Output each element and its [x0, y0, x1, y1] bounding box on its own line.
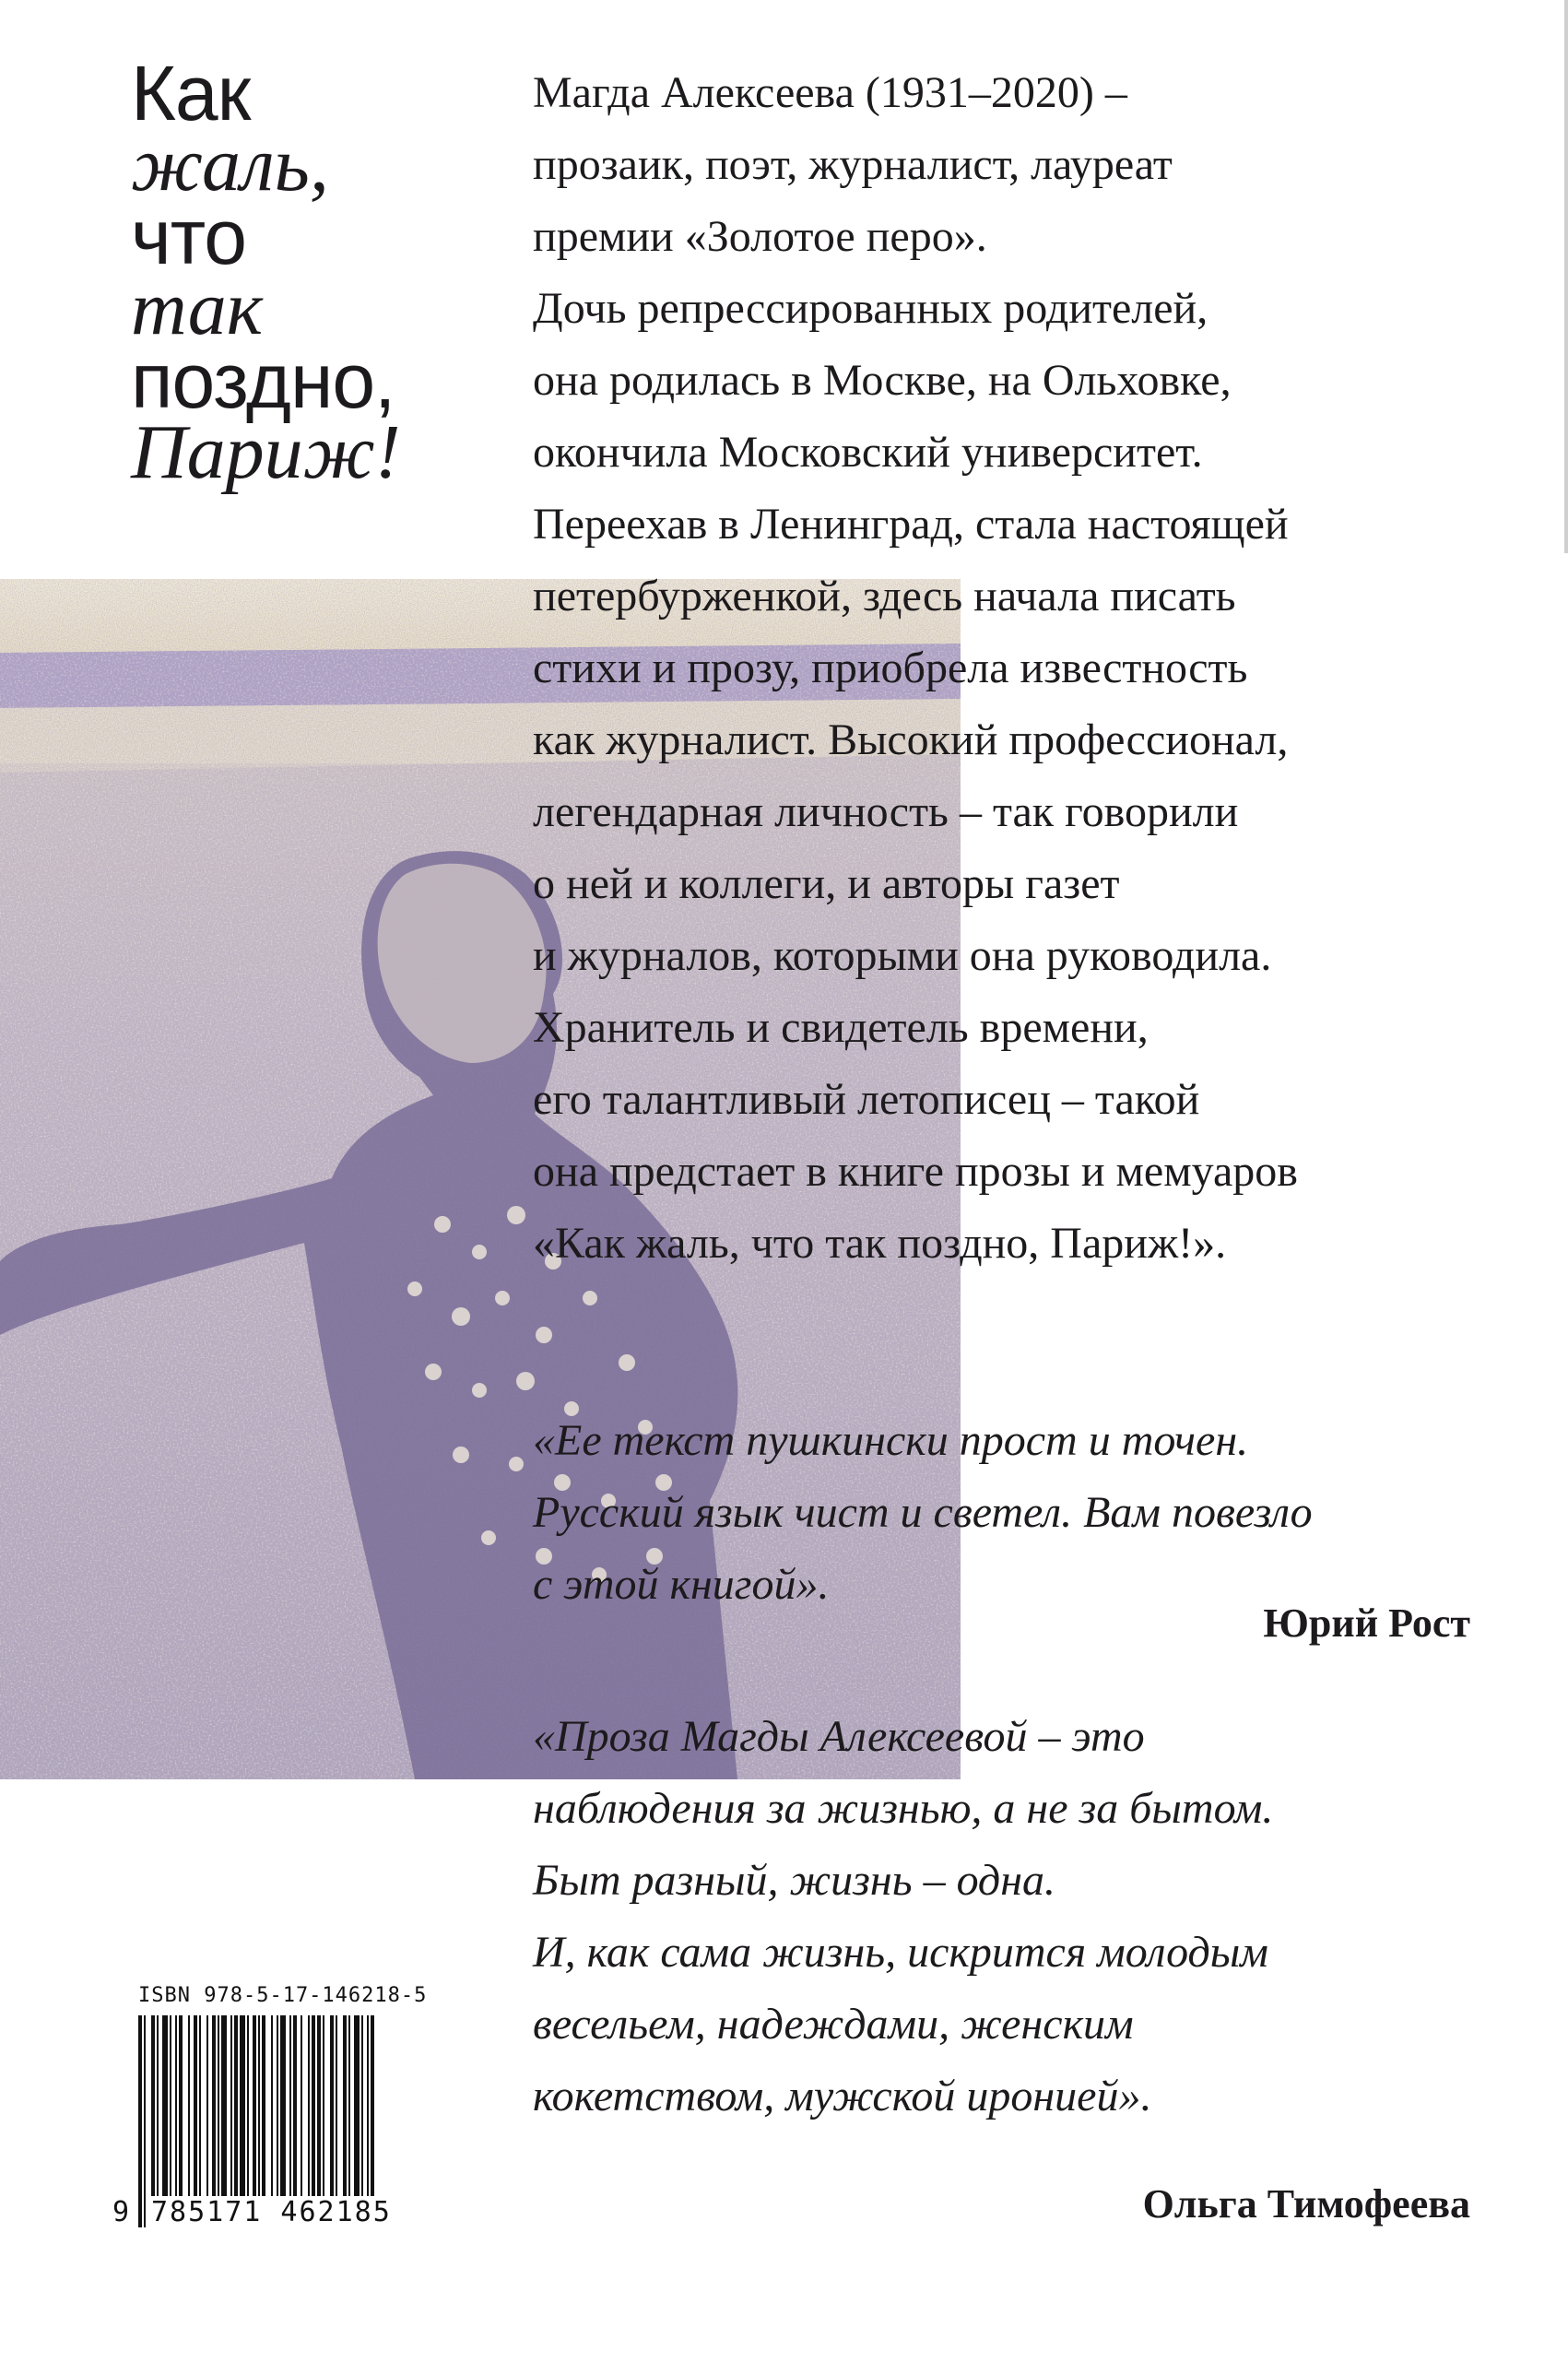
isbn-label: ISBN 978-5-17-146218-5 — [138, 1984, 428, 2007]
quote-line: наблюдения за жизнью, а не за бытом. — [533, 1784, 1274, 1833]
barcode-bar — [343, 2015, 347, 2200]
quote-line: Русский язык чист и светел. Вам повезло — [533, 1488, 1313, 1537]
barcode-bar — [188, 2015, 190, 2200]
barcode-bar — [354, 2015, 360, 2200]
bio-line: стихи и прозу, приобрела известность — [533, 644, 1248, 692]
title-line: так — [131, 266, 263, 351]
barcode-bar — [138, 2015, 142, 2227]
barcode-bar — [317, 2015, 321, 2200]
quote-line: И, как сама жизнь, искрится молодым — [533, 1928, 1268, 1977]
bio-line: о ней и коллеги, и авторы газет — [533, 859, 1120, 908]
bio-line: Магда Алексеева (1931–2020) – — [533, 68, 1127, 117]
bio-line: Хранитель и свидетель времени, — [533, 1003, 1149, 1052]
quote-line: Быт разный, жизнь – одна. — [533, 1856, 1056, 1905]
barcode-bar — [240, 2015, 245, 2200]
title-line: жаль, — [131, 122, 329, 207]
barcode-bar — [336, 2015, 337, 2200]
author-bio — [533, 57, 1538, 1280]
barcode-bar — [293, 2015, 297, 2200]
barcode-bar — [301, 2015, 302, 2200]
quote-line: «Проза Магды Алексеевой – это — [533, 1712, 1145, 1761]
bio-line: и журналов, которыми она руководила. — [533, 931, 1272, 980]
quote-author: Юрий Рост — [1263, 1600, 1470, 1646]
ean-first-digit: 9 — [112, 2196, 132, 2228]
barcode-bar — [218, 2015, 219, 2200]
title-line: Париж! — [131, 409, 401, 495]
bio-line: она предстает в книге прозы и мемуаров — [533, 1147, 1298, 1196]
ean-number: 785171 462185 — [151, 2196, 392, 2228]
barcode-bar — [323, 2015, 324, 2200]
bio-line: премии «Золотое перо». — [533, 212, 987, 261]
bio-line: Дочь репрессированных родителей, — [533, 284, 1208, 333]
bio-line: петербурженкой, здесь начала писать — [533, 572, 1236, 620]
barcode-bar — [280, 2015, 286, 2200]
bio-line: окончила Московский университет. — [533, 428, 1203, 477]
bio-line: его талантливый летописец – такой — [533, 1075, 1200, 1124]
barcode-bar — [312, 2015, 315, 2200]
quote-timofeeva — [533, 1701, 1538, 2132]
bio-line: легендарная личность – так говорили — [533, 787, 1239, 836]
bio-line: она родилась в Москве, на Ольховке, — [533, 356, 1232, 405]
barcode-bar — [221, 2015, 227, 2200]
barcode-bar — [271, 2015, 273, 2200]
quote-author: Ольга Тимофеева — [1142, 2181, 1470, 2226]
barcode-bar — [289, 2015, 291, 2200]
quote-line: «Ее текст пушкински прост и точен. — [533, 1416, 1249, 1465]
quote-line: с этой книгой». — [533, 1560, 830, 1609]
barcode-bar — [361, 2015, 363, 2200]
quote-line: кокетством, мужской иронией». — [533, 2072, 1152, 2120]
barcode-bar — [330, 2015, 334, 2200]
barcode-bar — [258, 2015, 260, 2200]
quote-line: весельем, надеждами, женским — [533, 2000, 1134, 2049]
barcode-bar — [348, 2015, 350, 2200]
title-line: Как — [131, 50, 251, 136]
barcode-bar — [247, 2015, 249, 2200]
barcode-bar — [179, 2015, 183, 2200]
barcode-bar — [308, 2015, 310, 2200]
book-title — [131, 50, 463, 495]
bio-line: как журналист. Высокий профессионал, — [533, 715, 1289, 764]
barcode-bar — [194, 2015, 197, 2200]
barcode-bar — [262, 2015, 265, 2200]
barcode-bar — [144, 2015, 146, 2227]
barcode-bar — [199, 2015, 201, 2200]
barcode-bar — [277, 2015, 278, 2200]
quote-rost — [533, 1405, 1538, 1621]
barcode-bar — [212, 2015, 216, 2200]
barcode-bar — [157, 2015, 159, 2200]
barcode-bar — [151, 2015, 155, 2200]
title-line: что — [131, 194, 247, 280]
barcode-bar — [162, 2015, 168, 2200]
barcode-bar — [253, 2015, 256, 2200]
cover-edge — [1564, 0, 1568, 553]
title-line: поздно, — [131, 337, 395, 424]
bio-line: прозаик, поэт, журналист, лауреат — [533, 140, 1173, 189]
barcode-bar — [206, 2015, 208, 2200]
bio-line: Переехав в Ленинград, стала настоящей — [533, 500, 1289, 549]
barcode-bar — [175, 2015, 177, 2200]
barcode-bar — [170, 2015, 171, 2200]
bio-line: «Как жаль, что так поздно, Париж!». — [533, 1219, 1227, 1268]
